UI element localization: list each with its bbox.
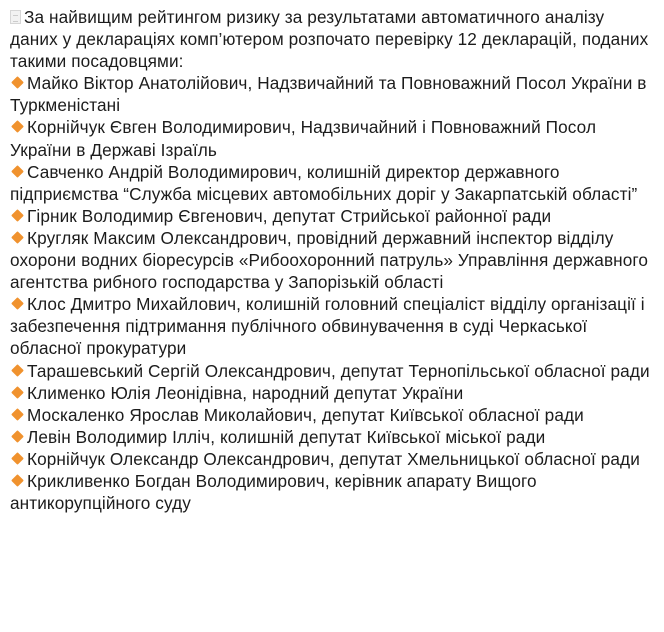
list-item [10, 116, 654, 160]
list-item [10, 360, 654, 382]
list-item-text: Клос Дмитро Михайлович, колишній головний спеціаліст відділу організації і забезпечення підтримання публічного обвинувачення в суді Черкаської обласної прокуратури [10, 294, 645, 359]
list-item-text: Москаленко Ярослав Миколайович, депутат Київської обласної ради [27, 404, 584, 425]
orange-diamond-icon [11, 430, 24, 443]
list-item-text: Корнійчук Євген Володимирович, Надзвичайний і Повноважний Посол України в Державі Ізраїль [10, 117, 597, 160]
list-item [10, 205, 654, 227]
list-item-text: Гірник Володимир Євгенович, депутат Стрийської районної ради [27, 205, 552, 226]
orange-diamond-icon [11, 165, 24, 178]
list-item [10, 227, 654, 293]
list-item-text: Тарашевський Сергій Олександрович, депутат Тернопільської обласної ради [27, 360, 650, 381]
orange-diamond-icon [11, 408, 24, 421]
orange-diamond-icon [11, 474, 24, 487]
orange-diamond-icon [11, 209, 24, 222]
list-item [10, 382, 654, 404]
list-item [10, 72, 654, 116]
list-item-text: Кругляк Максим Олександрович, провідний державний інспектор відділу охорони водних біоресурсів «Рибоохоронний патруль» Управління державного агентства рибного господарства у Запорізькій області [10, 227, 649, 293]
list-item-text: Майко Віктор Анатолійович, Надзвичайний та Повноважний Посол України в Туркменістані [10, 73, 647, 116]
intro-paragraph [10, 6, 654, 72]
orange-diamond-icon [11, 76, 24, 89]
orange-diamond-icon [11, 452, 24, 465]
list-item-text: Савченко Андрій Володимирович, колишній директор державного підприємства “Служба місцевих автомобільних доріг у Закарпатській області” [10, 161, 638, 204]
list-item [10, 448, 654, 470]
intro-text: За найвищим рейтингом ризику за результатами автоматичного аналізу даних у деклараціях комп’ютером розпочато перевірку 12 декларацій, поданих такими посадовцями: [10, 7, 649, 72]
list-item [10, 470, 654, 514]
list-item [10, 161, 654, 205]
list-item-text: Левін Володимир Ілліч, колишній депутат Київської міської ради [27, 426, 546, 447]
officials-list [10, 72, 654, 514]
list-item-text: Корнійчук Олександр Олександрович, депутат Хмельницької обласної ради [27, 448, 640, 469]
orange-diamond-icon [11, 231, 24, 244]
list-item [10, 426, 654, 448]
orange-diamond-icon [11, 297, 24, 310]
orange-diamond-icon [11, 386, 24, 399]
list-item-text: Клименко Юлія Леонідівна, народний депутат України [27, 382, 464, 403]
document-icon [10, 10, 21, 24]
orange-diamond-icon [11, 121, 24, 134]
list-item [10, 293, 654, 359]
orange-diamond-icon [11, 364, 24, 377]
list-item [10, 404, 654, 426]
list-item-text: Крикливенко Богдан Володимирович, керівник апарату Вищого антикорупційного суду [10, 470, 537, 514]
